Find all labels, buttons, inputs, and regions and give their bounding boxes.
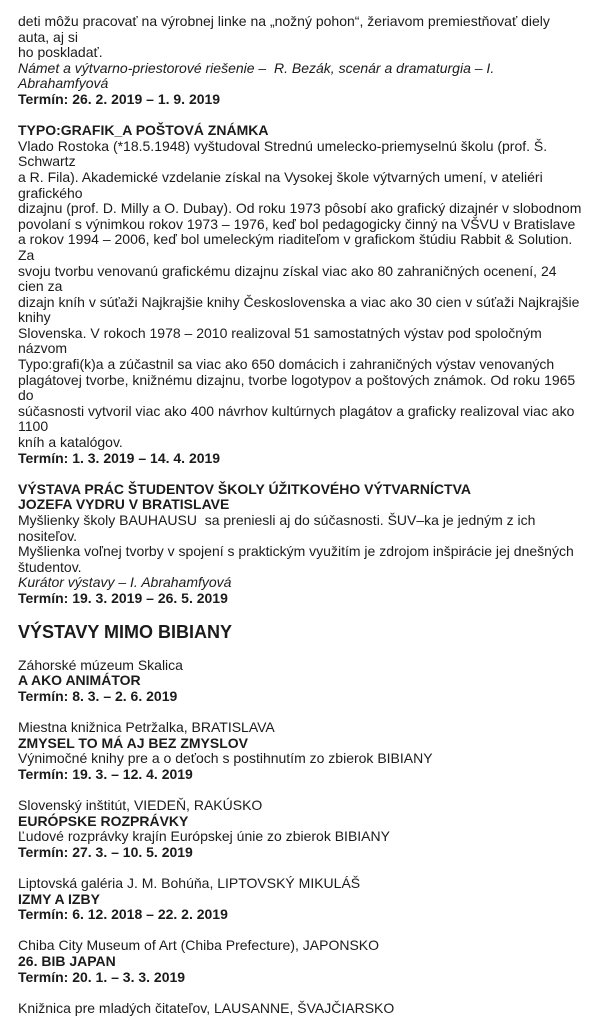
section-petrzalka <box>18 720 582 782</box>
exhibition-title: IZMY A IZBY <box>18 890 100 907</box>
date-range: Termín: 26. 2. 2019 – 1. 9. 2019 <box>18 90 221 107</box>
body-text-line: Slovenska. V rokoch 1978 – 2010 realizoval 51 samostatných výstav pod spoločným názvom <box>18 324 546 357</box>
exhibition-title: TYPO:GRAFIK_A POŠTOVÁ ZNÁMKA <box>18 122 269 139</box>
body-text-line: Myšlienky školy BAUHAUSU sa preniesli aj do súčasnosti. ŠUV–ka je jedným z ich nositeľov. <box>18 512 540 544</box>
section-intro-tail <box>18 14 582 108</box>
body-text-line: a R. Fila). Akademické vzdelanie získal na Vysokej škole výtvarných umení, v ateliéri grafického <box>18 168 547 201</box>
section-vystavy-mimo-bibiany <box>18 622 582 642</box>
body-text-line: kníh a katalógov. <box>18 434 123 451</box>
exhibition-title: JOZEFA VYDRU V BRATISLAVE <box>18 496 230 513</box>
credits-line: Námet a výtvarno-priestorové riešenie – R. Bezák, scenár a dramaturgia – I. Abrahamfyová <box>18 59 498 92</box>
date-range: Termín: 19. 3. – 12. 4. 2019 <box>18 765 193 782</box>
venue-line: Záhorské múzeum Skalica <box>18 656 183 673</box>
section-typo-grafik <box>18 123 582 466</box>
venue-line: Knižnica pre mladých čitateľov, LAUSANNE, ŠVAJČIARSKO <box>18 999 395 1016</box>
date-range: Termín: 1. 3. 2019 – 14. 4. 2019 <box>18 449 221 466</box>
body-text-line: povolaní s výnimkou rokov 1973 – 1976, keď bol pedagogicky činný na VŠVU v Bratislave <box>18 215 576 232</box>
date-range: Termín: 19. 3. 2019 – 26. 5. 2019 <box>18 589 228 606</box>
body-text-line: svoju tvorbu venovanú grafickému dizajnu získal viac ako 80 zahraničných ocenení, 24 cien za <box>18 262 561 295</box>
date-range: Termín: 8. 3. – 2. 6. 2019 <box>18 687 178 704</box>
body-text-line: dizajnu (prof. D. Milly a O. Dubay). Od roku 1973 pôsobí ako grafický dizajnér v slobodnom <box>18 200 582 217</box>
section-vieden <box>18 798 582 860</box>
section-suv-vydru <box>18 482 582 607</box>
exhibition-title: ZMYSEL TO MÁ AJ BEZ ZMYSLOV <box>18 734 248 751</box>
exhibition-title: A AKO ANIMÁTOR <box>18 672 141 689</box>
body-text-line: študentov. <box>18 558 82 575</box>
document-body <box>18 14 582 1016</box>
body-text-line: dizajn kníh v súťaži Najkrajšie knihy Československa a viac ako 30 cien v súťaži Najkrajšie knihy <box>18 293 584 326</box>
exhibition-title: EURÓPSKE ROZPRÁVKY <box>18 812 189 829</box>
date-range: Termín: 20. 1. – 3. 3. 2019 <box>18 968 186 985</box>
body-text-line: Typo:grafi(k)a a zúčastnil sa viac ako 650 domácich i zahraničných výstav venovaných <box>18 356 555 373</box>
body-text-line: plagátovej tvorbe, knižnému dizajnu, tvorbe logotypov a poštových známok. Od roku 1965 do <box>18 371 580 404</box>
venue-line: Slovenský inštitút, VIEDEŇ, RAKÚSKO <box>18 797 263 814</box>
section-liptovsky-mikulas <box>18 876 582 923</box>
body-text-line: Ľudové rozprávky krajín Európskej únie zo zbierok BIBIANY <box>18 828 390 845</box>
body-text-line: a rokov 1994 – 2006, keď bol umeleckým riaditeľom v grafickom štúdiu Rabbit & Solution. Za <box>18 231 577 263</box>
body-text-line: Výnimočné knihy pre a o deťoch s postihnutím zo zbierok BIBIANY <box>18 750 433 767</box>
section-japan <box>18 938 582 985</box>
section-heading: VÝSTAVY MIMO BIBIANY <box>18 622 233 643</box>
section-lausanne <box>18 1001 582 1016</box>
venue-line: Liptovská galéria J. M. Bohúňa, LIPTOVSKÝ MIKULÁŠ <box>18 875 361 892</box>
venue-line: Miestna knižnica Petržalka, BRATISLAVA <box>18 719 275 736</box>
body-text-line: ho poskladať. <box>18 44 103 61</box>
body-text-line: súčasnosti vytvoril viac ako 400 návrhov kultúrnych plagátov a graficky realizoval viac ako 1100 <box>18 402 579 435</box>
body-text-line: deti môžu pracovať na výrobnej linke na „nožný pohon“, žeriavom premiestňovať diely auta, aj si <box>18 13 554 45</box>
date-range: Termín: 27. 3. – 10. 5. 2019 <box>18 843 193 860</box>
body-text-line: Myšlienka voľnej tvorby v spojení s praktickým využitím je zdrojom inšpirácie jej dnešných <box>18 543 574 560</box>
section-skalica <box>18 658 582 705</box>
exhibition-title: VÝSTAVA PRÁC ŠTUDENTOV ŠKOLY ÚŽITKOVÉHO VÝTVARNÍCTVA <box>18 480 471 497</box>
exhibition-title: 26. BIB JAPAN <box>18 953 116 970</box>
date-range: Termín: 6. 12. 2018 – 22. 2. 2019 <box>18 906 228 923</box>
venue-line: Chiba City Museum of Art (Chiba Prefecture), JAPONSKO <box>18 937 380 954</box>
body-text-line: Vlado Rostoka (*18.5.1948) vyštudoval Strednú umelecko-priemyselnú školu (prof. Š. Schwartz <box>18 137 552 170</box>
credits-line: Kurátor výstavy – I. Abrahamfyová <box>18 574 232 591</box>
